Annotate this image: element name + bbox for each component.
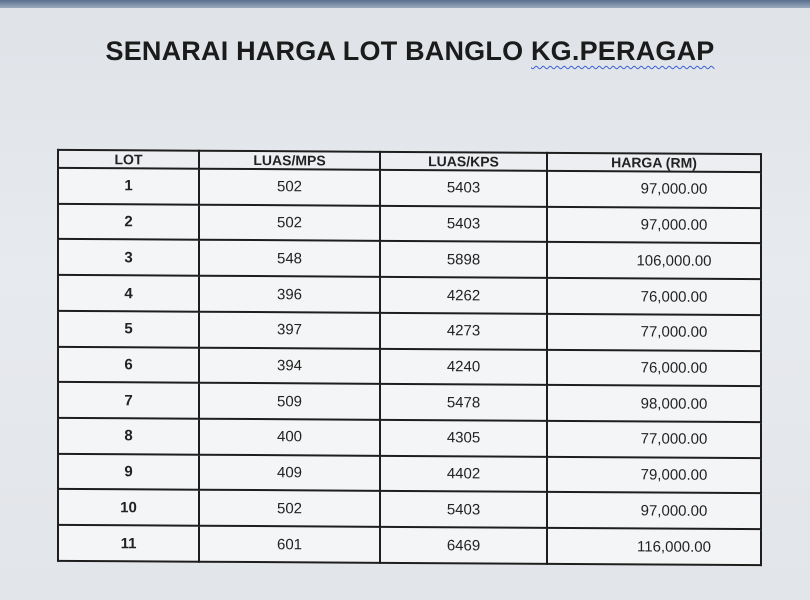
- cell-luas-mps: 396: [199, 276, 380, 313]
- cell-luas-mps: 502: [199, 204, 380, 241]
- cell-luas-mps: 601: [199, 526, 380, 563]
- cell-lot: 11: [58, 525, 199, 562]
- table-row: [58, 489, 761, 529]
- cell-luas-mps: 502: [199, 169, 380, 206]
- cell-luas-kps: 4402: [380, 456, 547, 493]
- price-table: [57, 149, 762, 566]
- cell-harga: 98,000.00: [547, 385, 761, 422]
- cell-lot: 4: [58, 275, 199, 312]
- header-harga: HARGA (RM): [547, 153, 761, 172]
- table-row: [58, 168, 761, 208]
- cell-luas-mps: 400: [199, 419, 380, 456]
- cell-luas-mps: 548: [199, 240, 380, 277]
- cell-lot: 5: [58, 311, 199, 348]
- title-main: SENARAI HARGA LOT BANGLO: [105, 36, 531, 66]
- header-luas-kps: LUAS/KPS: [380, 152, 547, 171]
- document-title: [0, 36, 810, 67]
- cell-luas-kps: 5403: [380, 170, 547, 207]
- cell-harga: 77,000.00: [547, 421, 761, 458]
- cell-harga: 76,000.00: [547, 278, 761, 315]
- cell-luas-kps: 6469: [380, 527, 547, 564]
- cell-luas-kps: 4273: [380, 313, 547, 350]
- cell-harga: 116,000.00: [547, 528, 761, 565]
- price-table-container: [57, 149, 760, 566]
- cell-lot: 10: [58, 489, 199, 526]
- cell-lot: 9: [58, 454, 199, 491]
- table-row: [58, 204, 761, 244]
- table-row: [58, 382, 761, 422]
- cell-luas-mps: 509: [199, 383, 380, 420]
- cell-lot: 6: [58, 346, 199, 383]
- window-top-bar: [0, 0, 810, 8]
- cell-harga: 97,000.00: [547, 171, 761, 208]
- cell-lot: 8: [58, 418, 199, 455]
- cell-luas-mps: 394: [199, 347, 380, 384]
- header-luas-mps: LUAS/MPS: [199, 151, 380, 170]
- table-row: [58, 454, 761, 494]
- cell-lot: 1: [58, 168, 199, 205]
- cell-lot: 2: [58, 204, 199, 241]
- title-place: KG.PERAGAP: [530, 36, 715, 66]
- cell-lot: 3: [58, 239, 199, 276]
- cell-luas-mps: 409: [199, 454, 380, 491]
- cell-lot: 7: [58, 382, 199, 419]
- table-row: [58, 525, 761, 565]
- cell-luas-kps: 4305: [380, 420, 547, 457]
- cell-luas-kps: 5403: [380, 491, 547, 528]
- cell-luas-kps: 5898: [380, 241, 547, 278]
- cell-luas-kps: 5403: [380, 206, 547, 243]
- table-row: [58, 418, 761, 458]
- header-lot: LOT: [58, 150, 199, 169]
- cell-harga: 97,000.00: [547, 492, 761, 529]
- cell-luas-kps: 4262: [380, 277, 547, 314]
- cell-harga: 106,000.00: [547, 242, 761, 279]
- cell-luas-mps: 397: [199, 312, 380, 349]
- cell-luas-mps: 502: [199, 490, 380, 527]
- cell-harga: 76,000.00: [547, 349, 761, 386]
- cell-harga: 79,000.00: [547, 457, 761, 494]
- table-row: [58, 275, 761, 315]
- cell-luas-kps: 4240: [380, 348, 547, 385]
- cell-harga: 97,000.00: [547, 207, 761, 244]
- table-row: [58, 346, 761, 386]
- cell-luas-kps: 5478: [380, 384, 547, 421]
- table-row: [58, 239, 761, 279]
- cell-harga: 77,000.00: [547, 314, 761, 351]
- table-row: [58, 311, 761, 351]
